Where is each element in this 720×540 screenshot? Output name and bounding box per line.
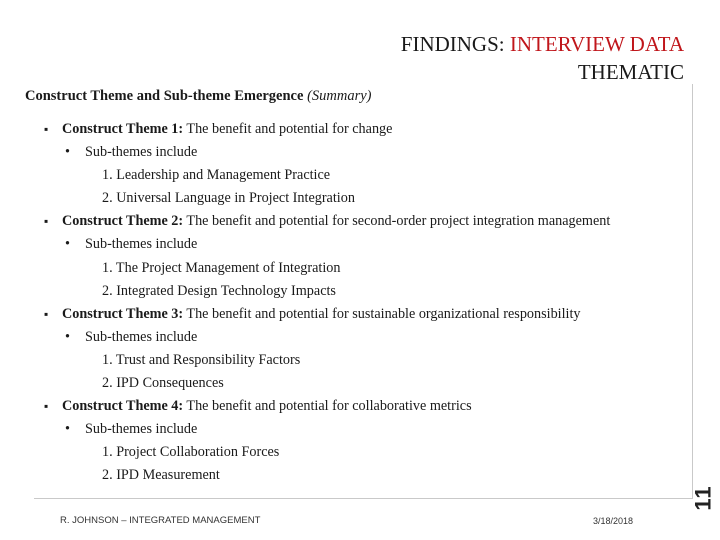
theme-1	[44, 118, 610, 141]
subtitle-summary: (Summary)	[307, 88, 372, 104]
theme-label: Construct Theme 2:	[62, 213, 184, 230]
dot-bullet-icon: •	[65, 236, 70, 253]
footer-date: 3/18/2018	[593, 516, 634, 526]
theme-text: The benefit and potential for collaborative metrics	[183, 398, 472, 415]
theme-text: The benefit and potential for change	[183, 121, 393, 137]
sub-theme-item: 2. Universal Language in Project Integration	[102, 190, 355, 207]
page-number-text: 11	[690, 485, 716, 511]
subtitle-main: Construct Theme and Sub-theme Emergence	[25, 88, 308, 104]
title-line-2: THEMATIC	[577, 60, 684, 84]
sub-theme-item: 2. IPD Consequences	[102, 375, 224, 392]
theme-text: The benefit and potential for sustainable organizational responsibility	[183, 305, 581, 322]
title-accent: INTERVIEW DATA	[509, 32, 684, 56]
title-line-1	[401, 30, 684, 58]
theme-label: Construct Theme 1:	[62, 121, 184, 137]
sub-theme-header	[44, 141, 610, 164]
theme-list	[44, 118, 610, 488]
sub-theme-item: 1. Project Collaboration Forces	[102, 444, 280, 461]
square-bullet-icon: ▪	[44, 122, 49, 136]
page-number	[691, 478, 717, 518]
sub-theme-item: 2. Integrated Design Technology Impacts	[102, 282, 336, 299]
sub-theme-item: 1. The Project Management of Integration	[102, 259, 341, 276]
sub-theme-item: 1. Trust and Responsibility Factors	[102, 351, 301, 368]
sub-theme-header	[44, 326, 610, 349]
sub-theme-item: 1. Leadership and Management Practice	[102, 167, 331, 184]
sub-theme-header	[44, 418, 610, 441]
dot-bullet-icon: •	[65, 421, 70, 438]
sub-theme-header	[44, 233, 610, 256]
title-prefix: FINDINGS:	[400, 32, 510, 56]
theme-2	[44, 210, 610, 233]
slide-title	[401, 30, 684, 86]
square-bullet-icon: ▪	[44, 214, 49, 229]
dot-bullet-icon: •	[65, 328, 70, 345]
theme-4	[44, 395, 610, 418]
square-bullet-icon: ▪	[44, 399, 49, 414]
sub-theme-label: Sub-themes include	[85, 236, 198, 253]
sub-theme-label: Sub-themes include	[85, 421, 198, 438]
theme-3	[44, 303, 610, 326]
theme-text: The benefit and potential for second-order project integration management	[183, 213, 611, 230]
theme-label: Construct Theme 3:	[62, 305, 184, 322]
footer-author: R. JOHNSON – INTEGRATED MANAGEMENT	[60, 515, 261, 526]
sub-theme-label: Sub-themes include	[85, 328, 198, 345]
square-bullet-icon: ▪	[44, 306, 49, 321]
sub-theme-label: Sub-themes include	[85, 144, 198, 161]
sub-theme-item: 2. IPD Measurement	[102, 467, 220, 484]
dot-bullet-icon: •	[65, 144, 70, 161]
theme-label: Construct Theme 4:	[62, 398, 184, 415]
